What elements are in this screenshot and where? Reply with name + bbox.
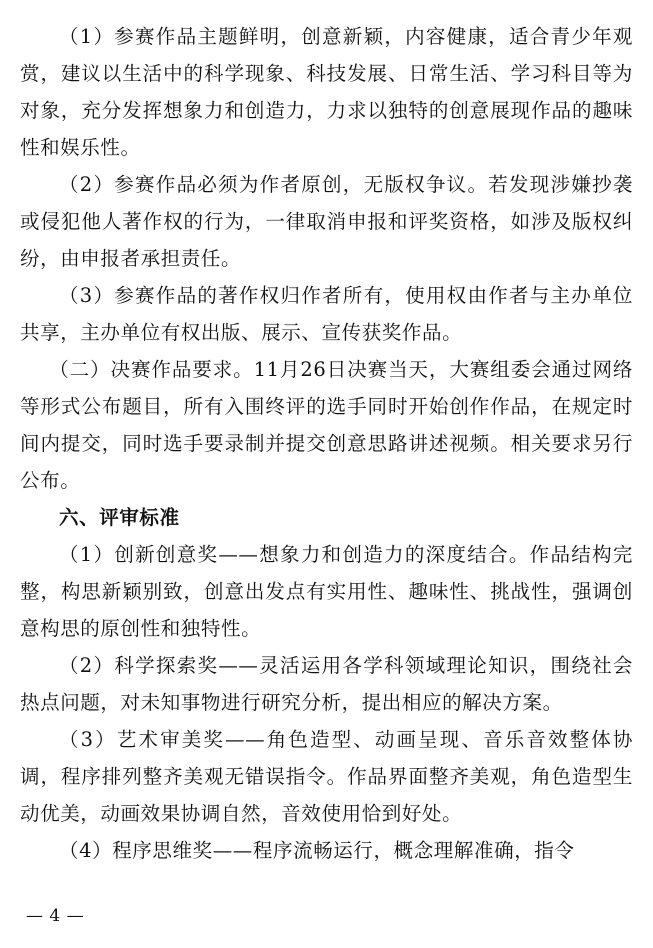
section-heading-review-criteria: 六、评审标准	[59, 506, 180, 529]
document-page	[20, 18, 633, 869]
criterion-science: （2）科学探索奖——灵活运用各学科领域理论知识，围绕社会热点问题，对未知事物进行研究分析，提出相应的解决方案。	[20, 654, 633, 714]
paragraph-requirement-2: （2）参赛作品必须为作者原创，无版权争议。若发现涉嫌抄袭或侵犯他人著作权的行为，一律取消申报和评奖资格，如涉及版权纠纷，由申报者承担责任。	[20, 173, 633, 270]
page-number: — 4 —	[26, 906, 85, 926]
criterion-innovation: （1）创新创意奖——想象力和创造力的深度结合。作品结构完整，构思新颖别致，创意出发点有实用性、趣味性、挑战性，强调创意构思的原创性和独特性。	[20, 543, 633, 640]
paragraph-final-requirements: （二）决赛作品要求。11月26日决赛当天，大赛组委会通过网络等形式公布题目，所有入围终评的选手同时开始创作作品，在规定时间内提交，同时选手要录制并提交创意思路讲述视频。相关要求另行公布。	[20, 358, 633, 492]
paragraph-requirement-3: （3）参赛作品的著作权归作者所有，使用权由作者与主办单位共享，主办单位有权出版、展示、宣传获奖作品。	[20, 284, 633, 344]
paragraph-requirement-1: （1）参赛作品主题鲜明，创意新颖，内容健康，适合青少年观赏，建议以生活中的科学现象、科技发展、日常生活、学习科目等为对象，充分发挥想象力和创造力，力求以独特的创意展现作品的趣味性和娱乐性。	[20, 25, 633, 159]
criterion-programming: （4）程序思维奖——程序流畅运行，概念理解准确，指令	[59, 839, 575, 862]
criterion-art: （3）艺术审美奖——角色造型、动画呈现、音乐音效整体协调，程序排列整齐美观无错误指令。作品界面整齐美观，角色造型生动优美，动画效果协调自然，音效使用恰到好处。	[20, 728, 633, 825]
